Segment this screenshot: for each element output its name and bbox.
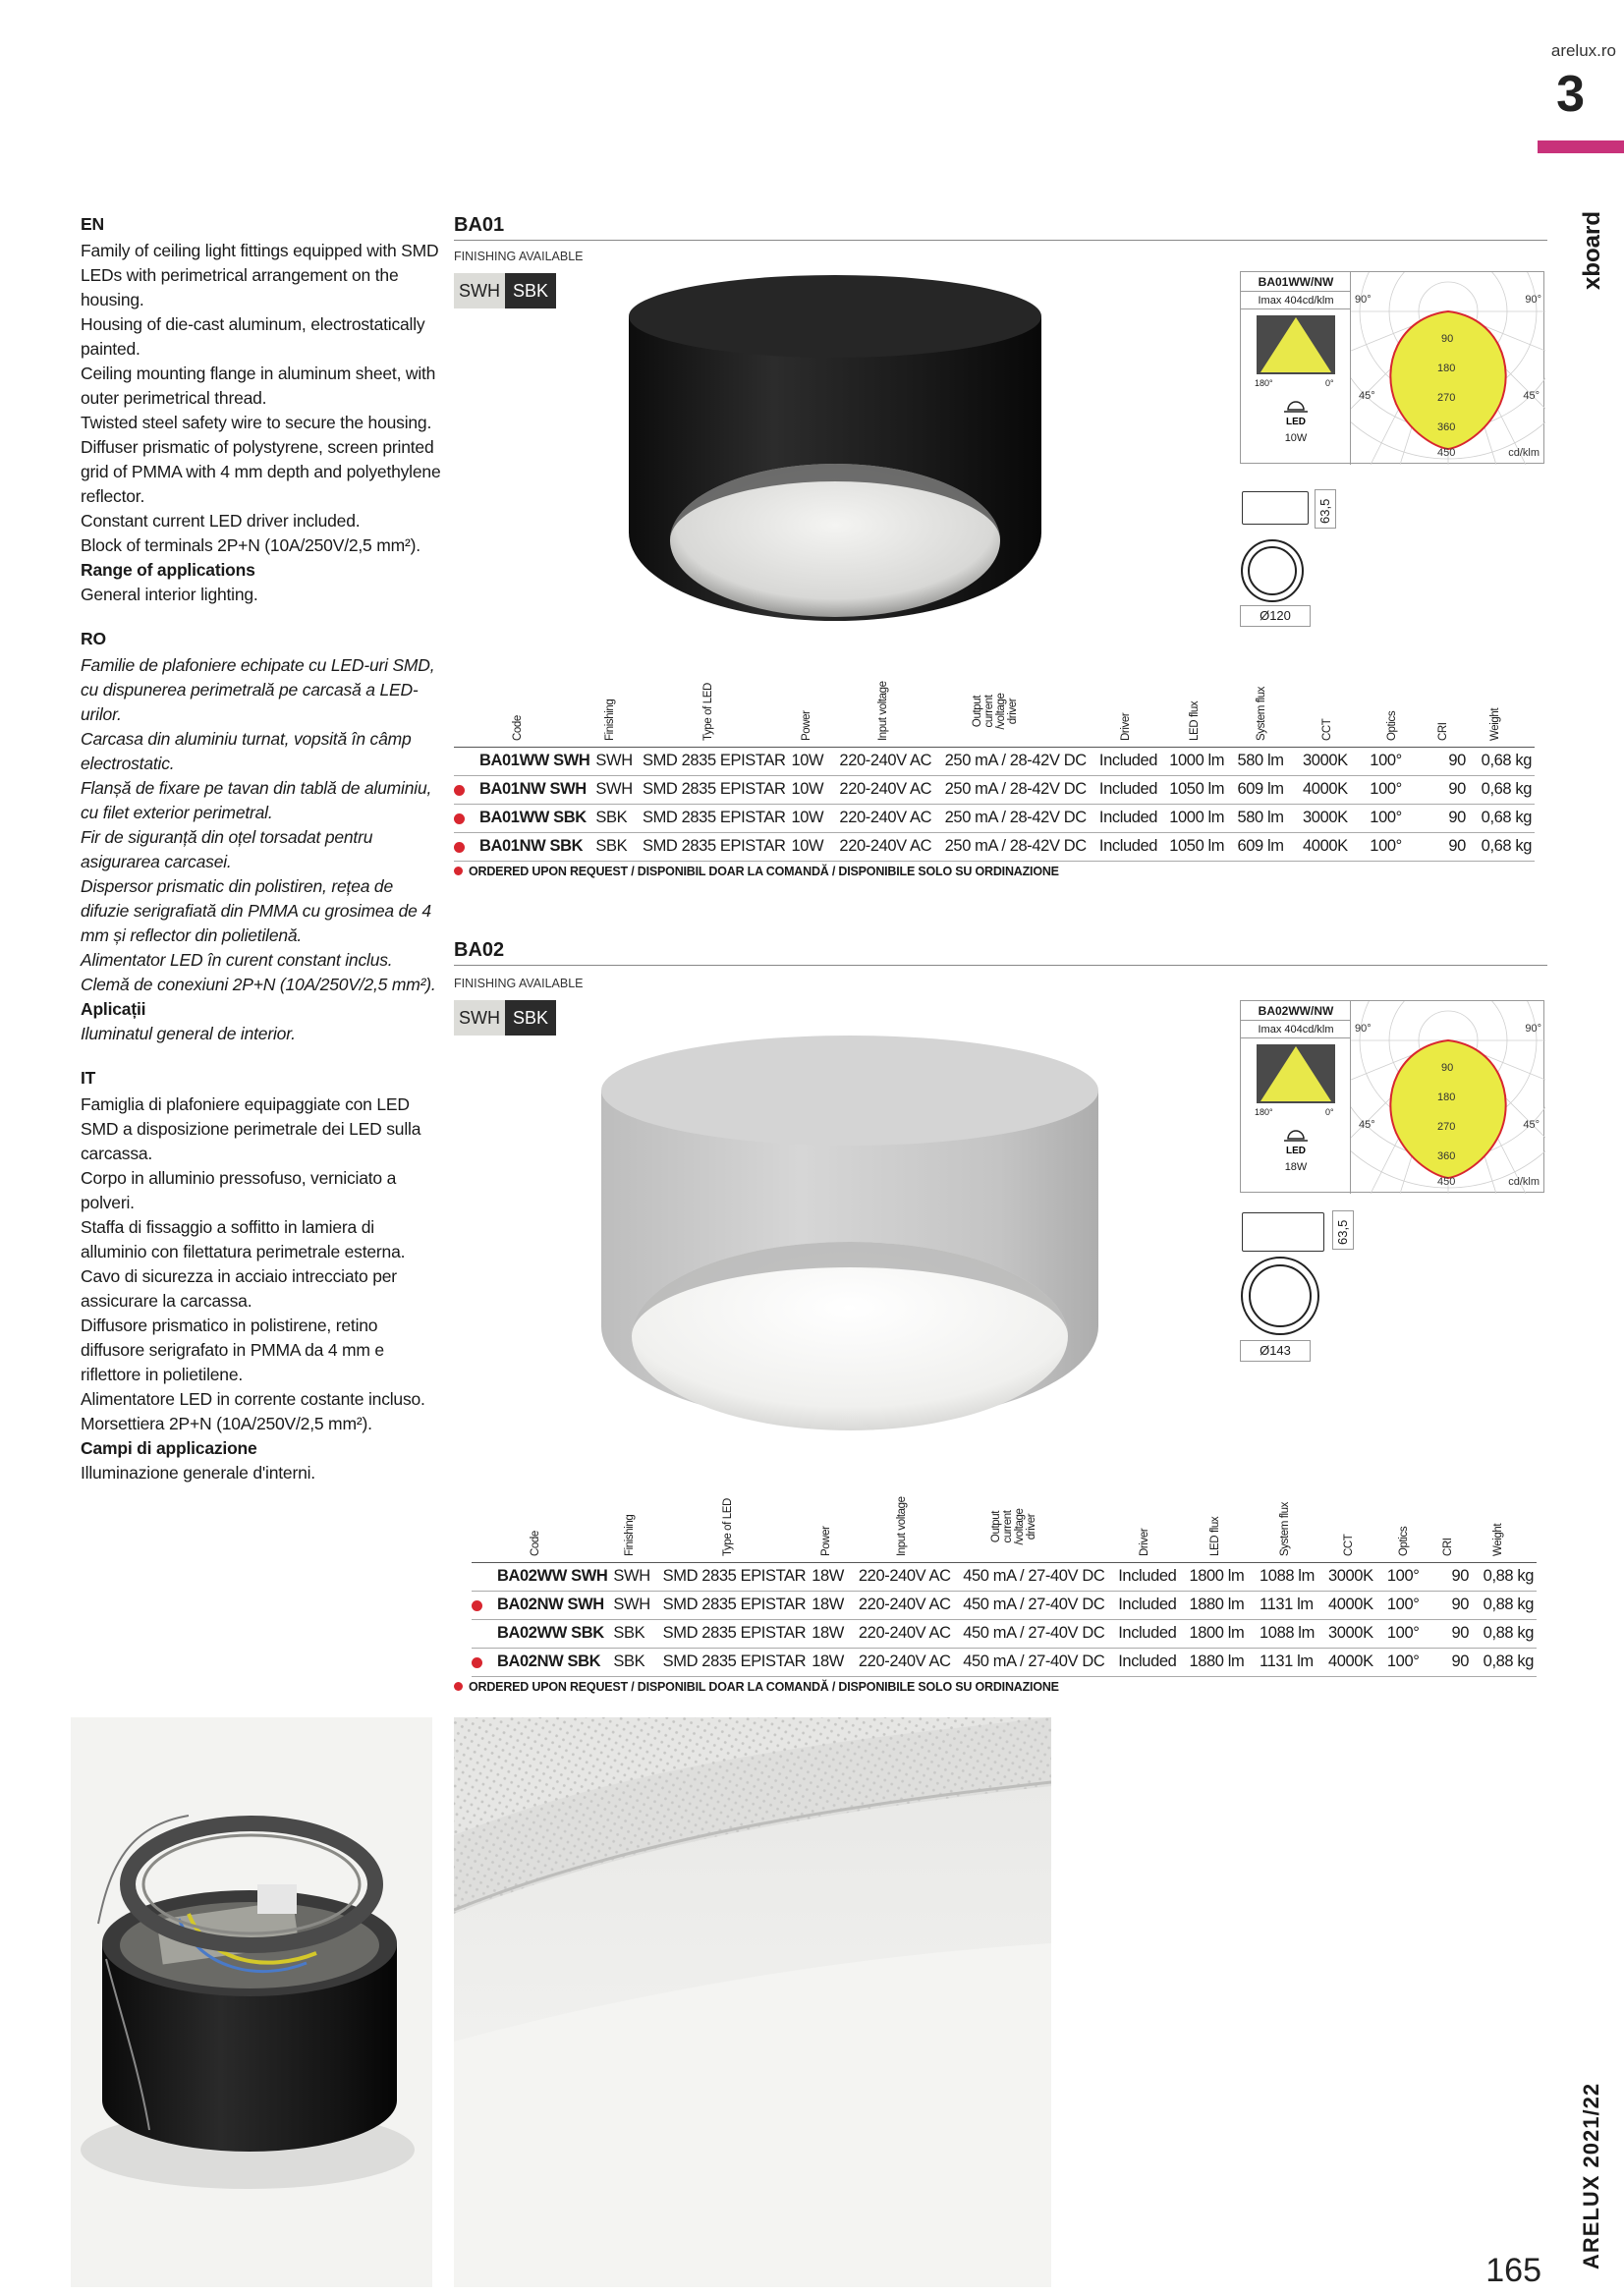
polar-unit-label: cd/klm <box>1508 1176 1540 1188</box>
range-text: General interior lighting. <box>81 585 258 604</box>
photometric-info <box>1241 272 1351 465</box>
cell: Included <box>1096 747 1166 775</box>
polar-axis-label: 90° <box>1355 1023 1372 1035</box>
cell: SMD 2835 EPISTAR <box>640 747 789 775</box>
polar-diagram <box>1351 272 1545 465</box>
led-icon-label: LED <box>1286 1146 1306 1156</box>
finish-swatch-sbk: SBK <box>505 273 556 308</box>
polar-axis-label: 90° <box>1525 1023 1541 1035</box>
spec-table-ba02 <box>472 1446 1537 1677</box>
cell: 3000K <box>1300 804 1367 832</box>
cell: SBK <box>610 1648 659 1676</box>
photometric-watt: 18W <box>1284 1161 1308 1173</box>
table-header <box>454 631 1535 747</box>
cell: Included <box>1096 832 1166 861</box>
finish-swatch-swh: SWH <box>454 1000 505 1036</box>
cell: 0,88 kg <box>1472 1648 1537 1676</box>
column-header: System flux <box>1278 1501 1291 1556</box>
range-text: Illuminazione generale d'interni. <box>81 1463 315 1483</box>
finishing-label: FINISHING AVAILABLE <box>454 250 584 263</box>
cell: 220-240V AC <box>856 1619 960 1648</box>
cell: 1050 lm <box>1166 775 1234 804</box>
desc-line: Flanșă de fixare pe tavan din tablă de aluminiu, cu filet exterior perimetral. <box>81 778 432 822</box>
lang-heading-ro: RO <box>81 629 106 648</box>
cell: 90 <box>1435 1562 1472 1591</box>
dimension-top-icon <box>1240 1256 1320 1336</box>
photo-diffuser-detail <box>454 1717 1051 2287</box>
cell: 100° <box>1367 747 1428 775</box>
finish-swatches <box>454 1000 556 1036</box>
desc-line: Familie de plafoniere echipate cu LED-uri SMD, cu dispunerea perimetrală pe carcasă a LED-urilor. <box>81 655 435 724</box>
code-cell: BA02WW SWH <box>472 1562 610 1591</box>
led-icon-label: LED <box>1286 417 1306 427</box>
cell: SBK <box>592 804 640 832</box>
description-column <box>81 212 444 1485</box>
cell: 90 <box>1435 1619 1472 1648</box>
polar-ring-label: 270 <box>1437 392 1456 404</box>
code-cell: BA02WW SBK <box>472 1619 610 1648</box>
on-request-dot <box>472 1657 482 1668</box>
cell: 250 mA / 28-42V DC <box>942 832 1096 861</box>
cell: 0,68 kg <box>1469 832 1535 861</box>
column-header: Driver <box>1119 712 1132 741</box>
polar-ring-label: 180 <box>1437 363 1456 374</box>
cell: 18W <box>809 1562 856 1591</box>
cell: 90 <box>1429 747 1469 775</box>
cell: 10W <box>789 832 837 861</box>
site-url: arelux.ro <box>1550 41 1616 60</box>
column-header: Code <box>511 714 524 741</box>
cell: 0,88 kg <box>1472 1619 1537 1648</box>
product-title-ba01: BA01 <box>454 214 505 236</box>
led-icon <box>1278 1127 1314 1156</box>
cell: 4000K <box>1325 1591 1384 1619</box>
table-row <box>472 1619 1537 1648</box>
finish-swatch-sbk: SBK <box>505 1000 556 1036</box>
cell: 609 lm <box>1234 775 1300 804</box>
cell: SMD 2835 EPISTAR <box>660 1619 810 1648</box>
brand-text: xboard <box>1579 210 1605 290</box>
beam-angle-icon <box>1257 315 1335 374</box>
range-heading: Aplicații <box>81 999 146 1019</box>
cell: Included <box>1115 1619 1186 1648</box>
polar-ring-label: 270 <box>1437 1121 1456 1133</box>
column-header: Finishing <box>604 699 617 741</box>
column-header: CCT <box>1321 718 1334 741</box>
cell: Included <box>1096 804 1166 832</box>
column-header: Output current /voltage driver <box>972 692 1020 730</box>
cell: 1088 lm <box>1257 1619 1325 1648</box>
angle-right-label: 0° <box>1325 378 1334 388</box>
column-header: Power <box>800 709 812 741</box>
cell: 90 <box>1435 1591 1472 1619</box>
cell: 100° <box>1367 804 1428 832</box>
cell: 250 mA / 28-42V DC <box>942 804 1096 832</box>
cell: 18W <box>809 1591 856 1619</box>
column-header: Type of LED <box>722 1497 735 1556</box>
cell: 3000K <box>1325 1619 1384 1648</box>
on-request-note: ORDERED UPON REQUEST / DISPONIBIL DOAR LA COMANDĂ / DISPONIBILE SOLO SU ORDINAZIONE <box>454 1680 1059 1694</box>
cell: 0,88 kg <box>1472 1591 1537 1619</box>
cell: SMD 2835 EPISTAR <box>640 775 789 804</box>
cell: 1880 lm <box>1186 1648 1257 1676</box>
desc-line: Diffuser prismatic of polystyrene, screen printed grid of PMMA with 4 mm depth and polyethylene reflector. <box>81 437 441 506</box>
finishing-label: FINISHING AVAILABLE <box>454 977 584 990</box>
on-request-dot <box>454 867 463 875</box>
cell: 450 mA / 27-40V DC <box>960 1562 1115 1591</box>
chapter-number: 3 <box>1556 66 1585 123</box>
led-icon <box>1278 398 1314 427</box>
range-heading: Range of applications <box>81 560 255 580</box>
table-row <box>472 1591 1537 1619</box>
page-number: 165 <box>1485 2252 1541 2289</box>
cell: 18W <box>809 1619 856 1648</box>
polar-axis-label: 90° <box>1525 294 1541 306</box>
cell: 220-240V AC <box>856 1562 960 1591</box>
code-cell: BA02NW SWH <box>472 1591 610 1619</box>
cell: Included <box>1096 775 1166 804</box>
cell: SMD 2835 EPISTAR <box>660 1562 810 1591</box>
cell: 450 mA / 27-40V DC <box>960 1591 1115 1619</box>
code-cell: BA01NW SBK <box>454 832 592 861</box>
cell: 10W <box>789 804 837 832</box>
cell: SMD 2835 EPISTAR <box>640 832 789 861</box>
polar-axis-label: 45° <box>1359 1119 1375 1131</box>
cell: SBK <box>610 1619 659 1648</box>
lamp-image-ba02 <box>589 1012 1110 1444</box>
column-header: CRI <box>1436 721 1449 741</box>
code-cell: BA01WW SWH <box>454 747 592 775</box>
column-header: Code <box>529 1530 541 1556</box>
cell: 100° <box>1384 1562 1435 1591</box>
cell: 250 mA / 28-42V DC <box>942 747 1096 775</box>
cell: 220-240V AC <box>836 804 941 832</box>
column-header: Power <box>820 1525 833 1556</box>
code-cell: BA01WW SBK <box>454 804 592 832</box>
diffuser-detail-illustration <box>454 1717 1051 2287</box>
cell: 1000 lm <box>1166 747 1234 775</box>
cell: 3000K <box>1325 1562 1384 1591</box>
cell: 100° <box>1367 832 1428 861</box>
catalog-label <box>1571 2004 1610 2269</box>
polar-diagram <box>1351 1001 1545 1194</box>
cell: 4000K <box>1325 1648 1384 1676</box>
desc-line: Dispersor prismatic din polistiren, rețea de difuzie serigrafiată din PMMA cu grosimea de 4 mm și reflector din polietilenă. <box>81 876 431 945</box>
catalog-text: ARELUX 2021/22 <box>1579 2082 1603 2269</box>
column-header: Optics <box>1385 710 1398 741</box>
desc-line: Family of ceiling light fittings equipped with SMD LEDs with perimetrical arrangement on the housing. <box>81 241 439 309</box>
column-header: CRI <box>1441 1537 1454 1556</box>
finish-swatch-swh: SWH <box>454 273 505 308</box>
on-request-dot <box>454 842 465 853</box>
cell: 90 <box>1435 1648 1472 1676</box>
table-row <box>454 804 1535 832</box>
dimension-height-text: 63,5 <box>1335 1219 1350 1245</box>
description-en <box>81 239 444 607</box>
column-header: Input voltage <box>896 1495 909 1556</box>
dimension-height <box>1315 489 1336 529</box>
cell: 580 lm <box>1234 804 1300 832</box>
table-row <box>454 747 1535 775</box>
angle-left-label: 180° <box>1255 378 1273 388</box>
cell: 1880 lm <box>1186 1591 1257 1619</box>
on-request-dot <box>454 1682 463 1691</box>
cell: 220-240V AC <box>836 832 941 861</box>
spec-table-ba01 <box>454 631 1535 862</box>
dimension-side-icon <box>1242 1212 1324 1252</box>
photometric-box-ba02 <box>1240 1000 1544 1193</box>
desc-line: Alimentator LED în curent constant inclus. <box>81 950 393 970</box>
description-ro <box>81 653 444 1046</box>
cell: 580 lm <box>1234 747 1300 775</box>
desc-line: Famiglia di plafoniere equipaggiate con LED SMD a disposizione perimetrale dei LED sulla carcassa. <box>81 1094 421 1163</box>
on-request-dot <box>472 1600 482 1611</box>
cell: 0,68 kg <box>1469 775 1535 804</box>
on-request-dot <box>454 813 465 824</box>
column-header: Optics <box>1398 1526 1411 1556</box>
on-request-dot <box>454 785 465 796</box>
desc-line: Fir de siguranță din oțel torsadat pentru asigurarea carcasei. <box>81 827 373 871</box>
column-header: Finishing <box>623 1514 636 1556</box>
table-header <box>472 1446 1537 1562</box>
open-fixture-illustration <box>71 1717 432 2287</box>
cell: 4000K <box>1300 832 1367 861</box>
cell: 450 mA / 27-40V DC <box>960 1619 1115 1648</box>
cell: SWH <box>610 1562 659 1591</box>
range-heading: Campi di applicazione <box>81 1438 257 1458</box>
cell: 1050 lm <box>1166 832 1234 861</box>
column-header: Input voltage <box>877 680 890 741</box>
column-header: Weight <box>1489 707 1502 741</box>
on-request-note: ORDERED UPON REQUEST / DISPONIBIL DOAR LA COMANDĂ / DISPONIBILE SOLO SU ORDINAZIONE <box>454 865 1059 878</box>
cell: 100° <box>1384 1619 1435 1648</box>
column-header: Type of LED <box>701 682 714 741</box>
desc-line: Corpo in alluminio pressofuso, verniciato a polveri. <box>81 1168 397 1212</box>
product-title-ba02: BA02 <box>454 939 505 961</box>
code-cell: BA02NW SBK <box>472 1648 610 1676</box>
desc-line: Alimentatore LED in corrente costante incluso. <box>81 1389 425 1409</box>
cell: SWH <box>610 1591 659 1619</box>
dimension-diameter: Ø143 <box>1240 1340 1311 1362</box>
cell: Included <box>1115 1648 1186 1676</box>
cell: 100° <box>1367 775 1428 804</box>
product-divider <box>454 240 1547 241</box>
polar-axis-label: 45° <box>1523 1119 1540 1131</box>
desc-line: Cavo di sicurezza in acciaio intrecciato per assicurare la carcassa. <box>81 1266 397 1311</box>
photometric-imax: Imax 404cd/klm <box>1241 1021 1351 1038</box>
cell: Included <box>1115 1591 1186 1619</box>
finish-swatches <box>454 273 556 308</box>
description-it <box>81 1092 444 1485</box>
cell: 90 <box>1429 775 1469 804</box>
lamp-image-ba01 <box>619 257 1051 631</box>
column-header: Driver <box>1139 1528 1151 1556</box>
cell: 4000K <box>1300 775 1367 804</box>
column-header: LED flux <box>1209 1516 1222 1556</box>
desc-line: Constant current LED driver included. <box>81 511 361 531</box>
cell: 1000 lm <box>1166 804 1234 832</box>
cell: 450 mA / 27-40V DC <box>960 1648 1115 1676</box>
desc-line: Block of terminals 2P+N (10A/250V/2,5 mm²). <box>81 535 420 555</box>
photometric-box-ba01 <box>1240 271 1544 464</box>
cell: 1131 lm <box>1257 1591 1325 1619</box>
cell: 0,88 kg <box>1472 1562 1537 1591</box>
desc-line: Staffa di fissaggio a soffitto in lamiera di alluminio con filettatura perimetrale esterna. <box>81 1217 406 1261</box>
cell: 220-240V AC <box>856 1648 960 1676</box>
cell: SWH <box>592 775 640 804</box>
range-text: Iluminatul general de interior. <box>81 1024 296 1043</box>
cell: 100° <box>1384 1648 1435 1676</box>
code-cell: BA01NW SWH <box>454 775 592 804</box>
chapter-color-bar <box>1538 140 1624 153</box>
cell: 1088 lm <box>1257 1562 1325 1591</box>
column-header: LED flux <box>1188 700 1201 741</box>
photometric-info <box>1241 1001 1351 1194</box>
photometric-code: BA01WW/NW <box>1241 272 1351 292</box>
product-divider <box>454 965 1547 966</box>
angle-left-label: 180° <box>1255 1107 1273 1117</box>
cell: 18W <box>809 1648 856 1676</box>
column-header: System flux <box>1255 686 1267 741</box>
polar-unit-label: cd/klm <box>1508 447 1540 459</box>
photometric-imax: Imax 404cd/klm <box>1241 292 1351 309</box>
column-header: CCT <box>1342 1534 1355 1556</box>
cell: 90 <box>1429 832 1469 861</box>
desc-line: Twisted steel safety wire to secure the housing. <box>81 413 432 432</box>
cell: 0,68 kg <box>1469 747 1535 775</box>
desc-line: Carcasa din aluminiu turnat, vopsită în câmp electrostatic. <box>81 729 412 773</box>
angle-right-label: 0° <box>1325 1107 1334 1117</box>
cell: SBK <box>592 832 640 861</box>
polar-ring-label: 450 <box>1437 1176 1456 1188</box>
dimension-height-text: 63,5 <box>1317 498 1332 524</box>
cell: 3000K <box>1300 747 1367 775</box>
cell: 250 mA / 28-42V DC <box>942 775 1096 804</box>
table-row <box>454 775 1535 804</box>
polar-axis-label: 45° <box>1359 390 1375 402</box>
table-row <box>454 832 1535 861</box>
polar-ring-label: 450 <box>1437 447 1456 459</box>
beam-angle-icon <box>1257 1044 1335 1103</box>
photometric-code: BA02WW/NW <box>1241 1001 1351 1021</box>
desc-line: Ceiling mounting flange in aluminum sheet, with outer perimetrical thread. <box>81 364 436 408</box>
photo-open-fixture <box>71 1717 432 2287</box>
cell: 220-240V AC <box>836 747 941 775</box>
table-row <box>472 1562 1537 1591</box>
cell: 1131 lm <box>1257 1648 1325 1676</box>
cell: SMD 2835 EPISTAR <box>660 1648 810 1676</box>
cell: 10W <box>789 747 837 775</box>
dimension-side-icon <box>1242 491 1309 525</box>
polar-axis-label: 90° <box>1355 294 1372 306</box>
cell: SMD 2835 EPISTAR <box>640 804 789 832</box>
polar-ring-label: 90 <box>1441 333 1454 345</box>
dimension-top-icon <box>1240 538 1305 603</box>
lang-heading-it: IT <box>81 1068 96 1088</box>
cell: Included <box>1115 1562 1186 1591</box>
desc-line: Housing of die-cast aluminum, electrostatically painted. <box>81 314 425 359</box>
desc-line: Morsettiera 2P+N (10A/250V/2,5 mm²). <box>81 1414 372 1433</box>
desc-line: Clemă de conexiuni 2P+N (10A/250V/2,5 mm²). <box>81 975 436 994</box>
polar-axis-label: 45° <box>1523 390 1540 402</box>
polar-ring-label: 360 <box>1437 1150 1456 1162</box>
cell: 609 lm <box>1234 832 1300 861</box>
desc-line: Diffusore prismatico in polistirene, retino diffusore serigrafato in PMMA da 4 mm e riflettore in polietilene. <box>81 1316 384 1384</box>
cell: 220-240V AC <box>856 1591 960 1619</box>
polar-ring-label: 360 <box>1437 421 1456 433</box>
cell: 100° <box>1384 1591 1435 1619</box>
cell: 220-240V AC <box>836 775 941 804</box>
dimension-height <box>1332 1210 1354 1250</box>
polar-ring-label: 180 <box>1437 1092 1456 1103</box>
cell: SWH <box>592 747 640 775</box>
photometric-watt: 10W <box>1284 432 1308 444</box>
column-header: Weight <box>1492 1523 1505 1556</box>
cell: 1800 lm <box>1186 1619 1257 1648</box>
lang-heading-en: EN <box>81 214 104 234</box>
cell: 1800 lm <box>1186 1562 1257 1591</box>
column-header: Output current /voltage driver <box>990 1507 1038 1545</box>
cell: 90 <box>1429 804 1469 832</box>
cell: SMD 2835 EPISTAR <box>660 1591 810 1619</box>
cell: 0,68 kg <box>1469 804 1535 832</box>
table-row <box>472 1648 1537 1676</box>
brand-label <box>1571 172 1610 290</box>
polar-ring-label: 90 <box>1441 1062 1454 1074</box>
dimension-diameter: Ø120 <box>1240 605 1311 627</box>
cell: 10W <box>789 775 837 804</box>
